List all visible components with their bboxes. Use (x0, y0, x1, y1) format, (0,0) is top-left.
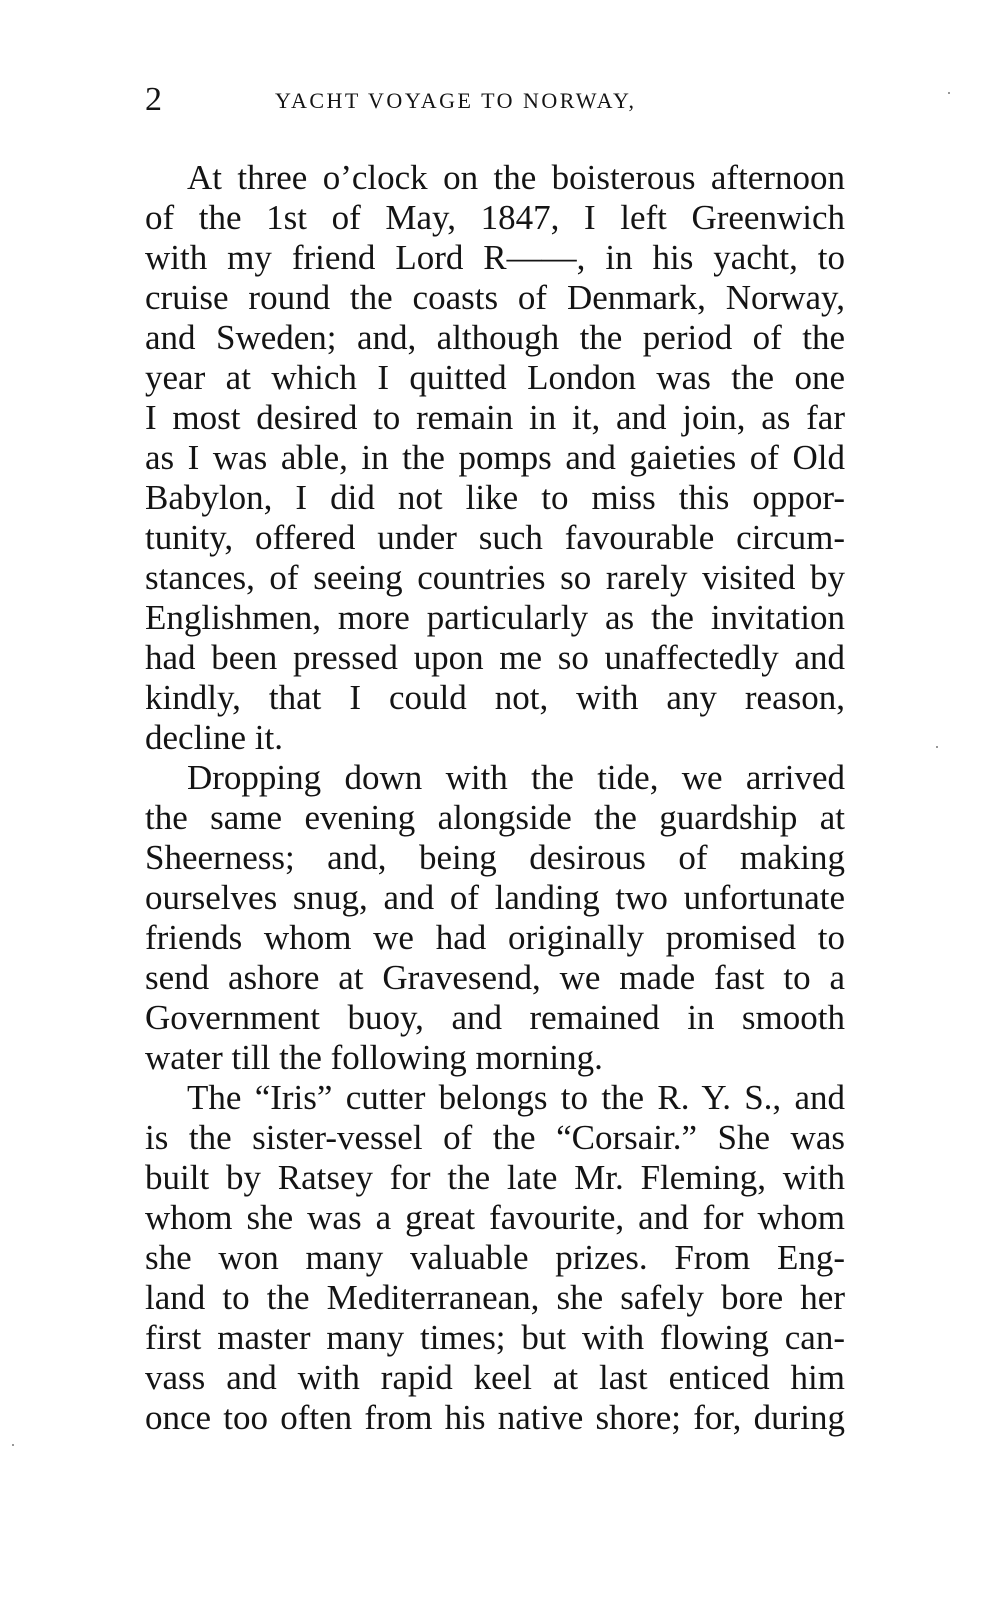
text-line: she won many valuable prizes. From Eng- (145, 1238, 845, 1277)
text-line: Babylon, I did not like to miss this oppor- (145, 478, 845, 517)
text-line: whom she was a great favourite, and for whom (145, 1198, 845, 1237)
paper-speck (948, 92, 950, 94)
text-line: send ashore at Gravesend, we made fast to a (145, 958, 845, 997)
text-line: decline it. (145, 718, 284, 757)
paragraph-1 (145, 158, 845, 758)
text-line: Sheerness; and, being desirous of making (145, 838, 845, 877)
text-line: of the 1st of May, 1847, I left Greenwich (145, 198, 845, 237)
text-line: stances, of seeing countries so rarely visited by (145, 558, 845, 597)
paper-speck (12, 1444, 14, 1446)
text-line: had been pressed upon me so unaffectedly and (145, 638, 845, 677)
text-line: and Sweden; and, although the period of the (145, 318, 845, 357)
text-line: kindly, that I could not, with any reason, (145, 678, 845, 717)
text-line: with my friend Lord R——, in his yacht, to (145, 238, 845, 277)
text-line: water till the following morning. (145, 1038, 603, 1077)
text-line: first master many times; but with flowing can- (145, 1318, 845, 1357)
page-number: 2 (145, 81, 162, 118)
running-title: YACHT VOYAGE TO NORWAY, (275, 88, 637, 113)
text-line: At three o’clock on the boisterous afternoon (187, 158, 845, 197)
text-line: vass and with rapid keel at last enticed him (145, 1358, 845, 1397)
text-line: The “Iris” cutter belongs to the R. Y. S., and (187, 1078, 845, 1117)
text-line: the same evening alongside the guardship at (145, 798, 845, 837)
text-line: friends whom we had originally promised to (145, 918, 845, 957)
text-line: land to the Mediterranean, she safely bore her (145, 1278, 845, 1317)
text-line: Dropping down with the tide, we arrived (187, 758, 845, 797)
text-line: built by Ratsey for the late Mr. Fleming, with (145, 1158, 845, 1197)
text-line: is the sister-vessel of the “Corsair.” She was (145, 1118, 845, 1157)
paper-speck (936, 746, 938, 748)
text-line: Government buoy, and remained in smooth (145, 998, 845, 1037)
paragraph-2 (145, 758, 845, 1078)
text-line: year at which I quitted London was the one (145, 358, 845, 397)
text-line: I most desired to remain in it, and join, as far (145, 398, 845, 437)
paragraph-3 (145, 1078, 845, 1438)
text-line: tunity, offered under such favourable circum- (145, 518, 845, 557)
text-line: Englishmen, more particularly as the invitation (145, 598, 845, 637)
text-line: once too often from his native shore; for, during (145, 1398, 845, 1437)
body-text (145, 158, 845, 1438)
text-line: as I was able, in the pomps and gaieties of Old (145, 438, 845, 477)
text-line: cruise round the coasts of Denmark, Norway, (145, 278, 845, 317)
running-head (145, 80, 850, 130)
text-line: ourselves snug, and of landing two unfortunate (145, 878, 845, 917)
